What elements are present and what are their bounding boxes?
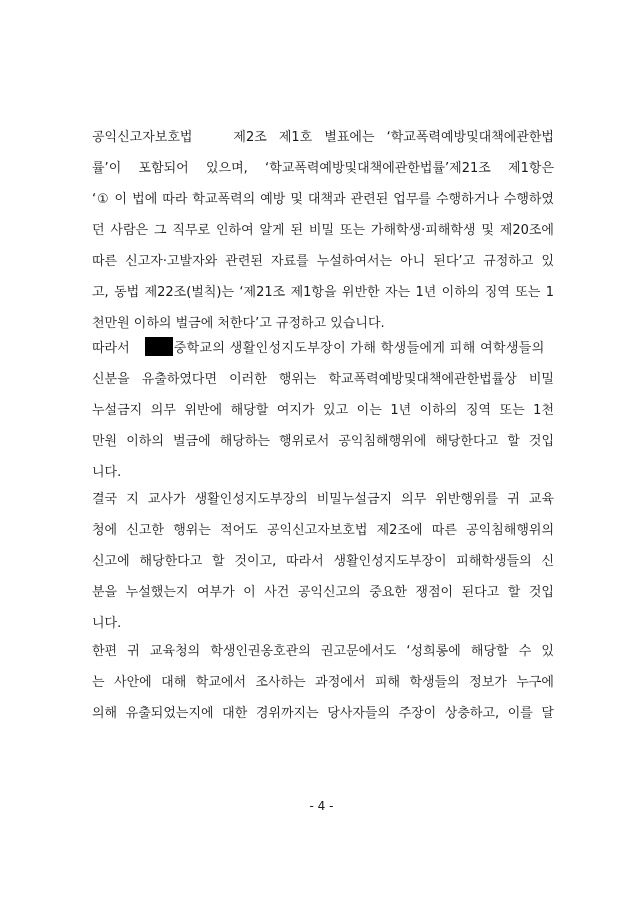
text-line: 고, 동법 제22조(벌칙)는 ‘제21조 제1항을 위반한 자는 1년 이하의 징역 또는 1 [92, 285, 554, 300]
text-line: 신분을 유출하였다면 이러한 행위는 학교폭력예방및대책에관한법률상 비밀 [92, 372, 554, 387]
text-line: 한편 귀 교육청의 학생인권옹호관의 권고문에서도 ‘성희롱에 해당할 수 있 [92, 644, 554, 659]
text-line: 신고에 해당한다고 할 것이고, 따라서 생활인성지도부장이 피해학생들의 신 [92, 554, 554, 569]
text-line: 률’이 포함되어 있으며, ‘학교폭력예방및대책에관한법률’제21조 제1항은 [92, 161, 554, 176]
text-line: 청에 신고한 행위는 적어도 공익신고자보호법 제2조에 따른 공익침해행위의 [92, 523, 554, 538]
page-number: - 4 - [309, 799, 334, 813]
paragraph-2 [92, 333, 554, 488]
text-line: 누설금지 의무 위반에 해당할 여지가 있고 이는 1년 이하의 징역 또는 1천 [92, 403, 554, 418]
text-line: 의해 유출되었는지에 대한 경위까지는 당사자들의 주장이 상충하고, 이를 달 [92, 706, 554, 721]
text-line: 니다. [92, 616, 122, 631]
text-line: 는 사안에 대해 학교에서 조사하는 과정에서 피해 학생들의 정보가 누구에 [92, 675, 554, 690]
text-line: 천만원 이하의 벌금에 처한다’고 규정하고 있습니다. [92, 316, 385, 331]
text-line: 따른 신고자·고발자와 관련된 자료를 누설하여서는 아니 된다’고 규정하고 있 [92, 254, 554, 269]
redaction-block [145, 337, 173, 356]
text-line: 만원 이하의 벌금에 해당하는 행위로서 공익침해행위에 해당한다고 할 것입 [92, 434, 554, 449]
text-line: 던 사람은 그 직무로 인하여 알게 된 비밀 또는 가해학생·피해학생 및 제20조에 [92, 223, 554, 238]
text-segment: 중학교의 생활인성지도부장이 가해 학생들에게 피해 여학생들의 [173, 341, 545, 356]
paragraph-1 [92, 122, 554, 339]
paragraph-3 [92, 484, 554, 639]
text-segment: 따라서 [92, 341, 130, 356]
text-line-with-redaction [92, 333, 554, 364]
text-line: 분을 누설했는지 여부가 이 사건 공익신고의 중요한 쟁점이 된다고 할 것입 [92, 585, 554, 600]
paragraph-4 [92, 636, 554, 729]
text-line: 니다. [92, 465, 122, 480]
text-line: ‘① 이 법에 따라 학교폭력의 예방 및 대책과 관련된 업무를 수행하거나 수행하였 [92, 192, 554, 207]
text-line: 결국 지 교사가 생활인성지도부장의 비밀누설금지 의무 위반행위를 귀 교육 [92, 492, 554, 507]
text-line: 공익신고자보호법 제2조 제1호 별표에는 ‘학교폭력예방및대책에관한법 [92, 130, 554, 145]
